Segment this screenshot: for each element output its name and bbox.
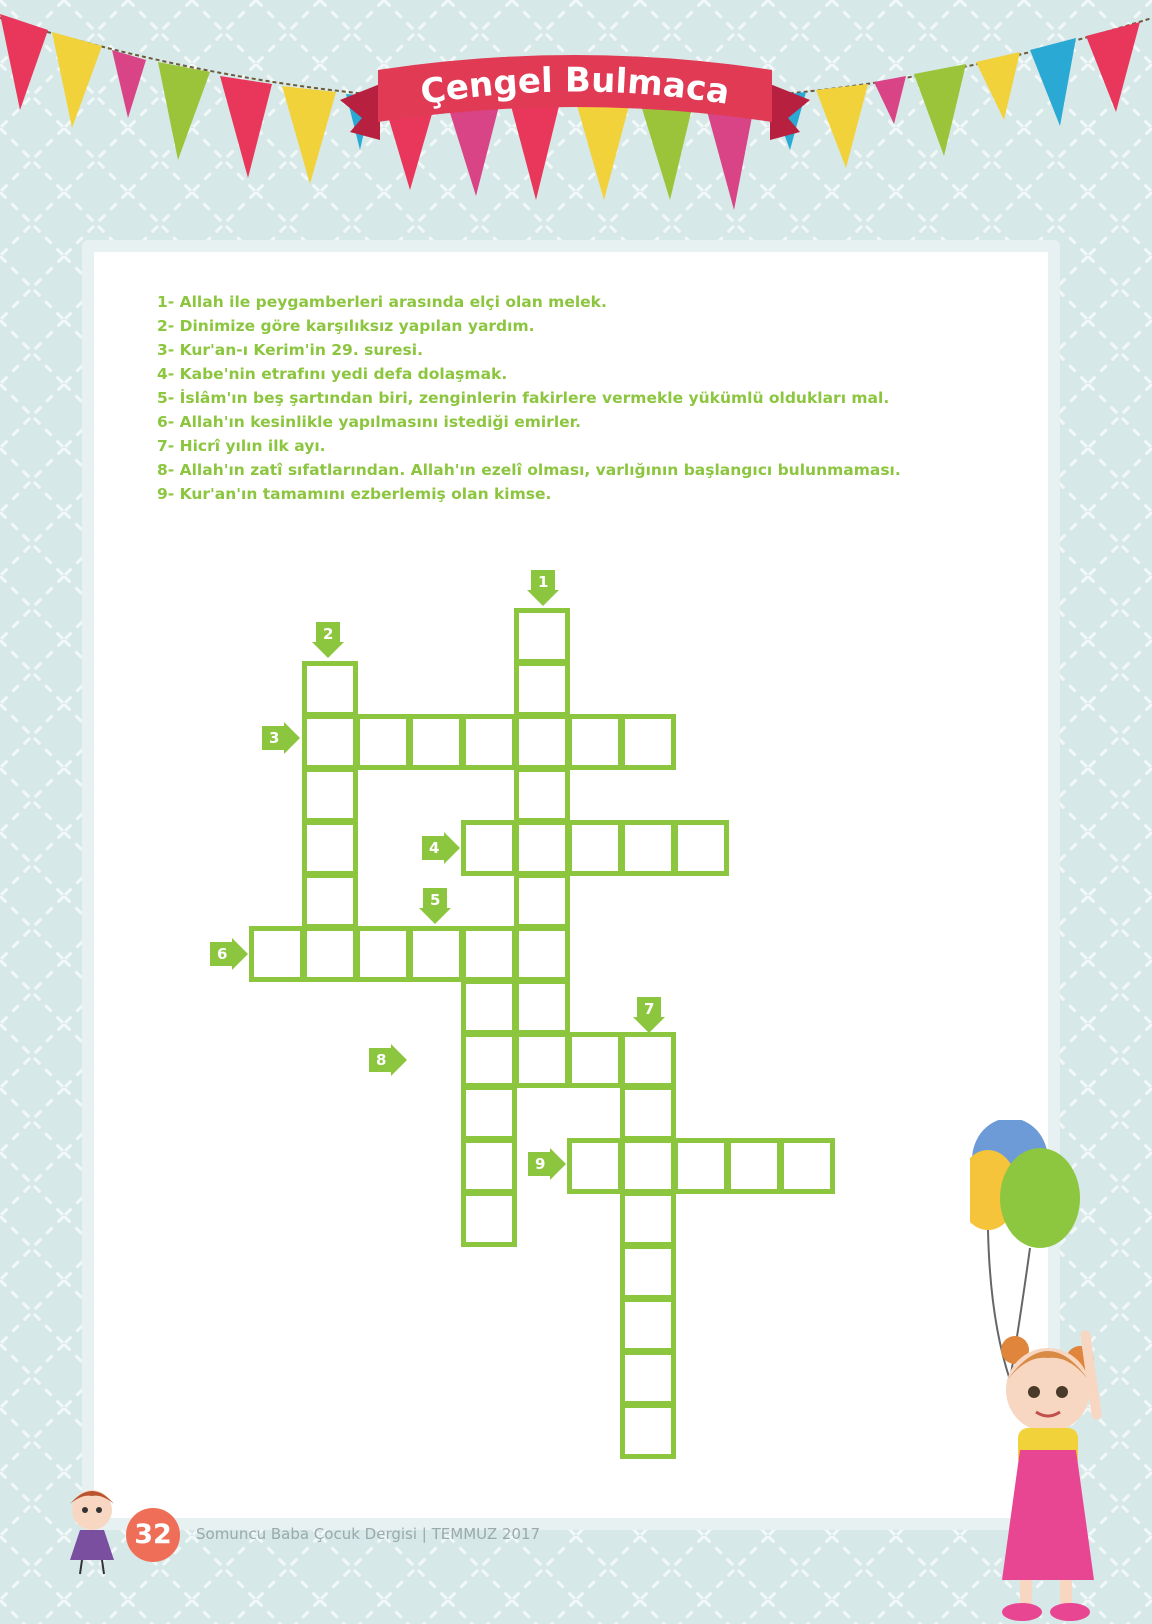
clue-item: 1- Allah ile peygamberleri arasında elçi olan melek. — [157, 293, 607, 311]
crossword-cell[interactable] — [514, 714, 570, 770]
crossword-cell[interactable] — [620, 1085, 676, 1141]
right-arrow-icon — [528, 1148, 566, 1180]
crossword-cell[interactable] — [779, 1138, 835, 1194]
crossword-cell[interactable] — [620, 1244, 676, 1300]
clue-item: 7- Hicrî yılın ilk ayı. — [157, 437, 326, 455]
crossword-cell[interactable] — [302, 926, 358, 982]
crossword-cell[interactable] — [620, 1191, 676, 1247]
right-arrow-icon — [262, 722, 300, 754]
crossword-cell[interactable] — [620, 1350, 676, 1406]
crossword-cell[interactable] — [620, 820, 676, 876]
right-arrow-icon — [210, 938, 248, 970]
crossword-cell[interactable] — [673, 1138, 729, 1194]
crossword-cell[interactable] — [514, 820, 570, 876]
clue-marker-8: 8 — [369, 1044, 407, 1076]
crossword-cell[interactable] — [302, 820, 358, 876]
clue-list — [157, 290, 957, 506]
right-arrow-icon — [422, 832, 460, 864]
page-title: Çengel Bulmaca — [417, 60, 733, 113]
title-banner — [370, 55, 780, 135]
crossword-cell[interactable] — [567, 1138, 623, 1194]
clue-item: 3- Kur'an-ı Kerim'in 29. suresi. — [157, 341, 423, 359]
crossword-cell[interactable] — [355, 926, 411, 982]
clue-marker-1: 1 — [527, 570, 559, 606]
clue-item: 9- Kur'an'ın tamamını ezberlemiş olan kimse. — [157, 485, 552, 503]
crossword-cell[interactable] — [514, 661, 570, 717]
crossword-cell[interactable] — [514, 873, 570, 929]
clue-marker-9: 9 — [528, 1148, 566, 1180]
crossword-cell[interactable] — [726, 1138, 782, 1194]
girl-with-balloons-illustration — [970, 1120, 1152, 1624]
clue-marker-5: 5 — [419, 888, 451, 924]
clue-marker-2: 2 — [312, 622, 344, 658]
crossword-cell[interactable] — [514, 979, 570, 1035]
crossword-cell[interactable] — [461, 926, 517, 982]
crossword-cell[interactable] — [461, 1085, 517, 1141]
crossword-cell[interactable] — [408, 926, 464, 982]
page-number-badge: 32 — [126, 1508, 180, 1562]
crossword-cell[interactable] — [514, 1032, 570, 1088]
magazine-footer: Somuncu Baba Çocuk Dergisi | TEMMUZ 2017 — [196, 1525, 541, 1543]
crossword-cell[interactable] — [514, 608, 570, 664]
small-girl-icon — [52, 1478, 132, 1578]
clue-marker-3: 3 — [262, 722, 300, 754]
clue-marker-6: 6 — [210, 938, 248, 970]
crossword-cell[interactable] — [302, 714, 358, 770]
crossword-cell[interactable] — [620, 1403, 676, 1459]
crossword-cell[interactable] — [461, 714, 517, 770]
crossword-cell[interactable] — [620, 1032, 676, 1088]
clue-item: 4- Kabe'nin etrafını yedi defa dolaşmak. — [157, 365, 508, 383]
crossword-cell[interactable] — [461, 979, 517, 1035]
crossword-cell[interactable] — [408, 714, 464, 770]
crossword-cell[interactable] — [461, 1191, 517, 1247]
crossword-cell[interactable] — [302, 661, 358, 717]
clue-item: 2- Dinimize göre karşılıksız yapılan yardım. — [157, 317, 535, 335]
clue-item: 8- Allah'ın zatî sıfatlarından. Allah'ın ezelî olması, varlığının başlangıcı bulunmaması. — [157, 461, 901, 479]
crossword-cell[interactable] — [620, 1297, 676, 1353]
crossword-cell[interactable] — [249, 926, 305, 982]
crossword-cell[interactable] — [461, 1032, 517, 1088]
crossword-cell[interactable] — [567, 714, 623, 770]
crossword-cell[interactable] — [461, 1138, 517, 1194]
crossword-cell[interactable] — [461, 820, 517, 876]
crossword-cell[interactable] — [514, 767, 570, 823]
crossword-cell[interactable] — [620, 1138, 676, 1194]
clue-item: 5- İslâm'ın beş şartından biri, zenginlerin fakirlere vermekle yükümlü oldukları mal. — [157, 389, 890, 407]
crossword-cell[interactable] — [567, 1032, 623, 1088]
clue-marker-4: 4 — [422, 832, 460, 864]
crossword-cell[interactable] — [567, 820, 623, 876]
crossword-cell[interactable] — [620, 714, 676, 770]
clue-marker-7: 7 — [633, 997, 665, 1033]
crossword-cell[interactable] — [673, 820, 729, 876]
clue-item: 6- Allah'ın kesinlikle yapılmasını istediği emirler. — [157, 413, 581, 431]
crossword-cell[interactable] — [302, 873, 358, 929]
crossword-cell[interactable] — [514, 926, 570, 982]
crossword-cell[interactable] — [355, 714, 411, 770]
right-arrow-icon — [369, 1044, 407, 1076]
crossword-cell[interactable] — [302, 767, 358, 823]
